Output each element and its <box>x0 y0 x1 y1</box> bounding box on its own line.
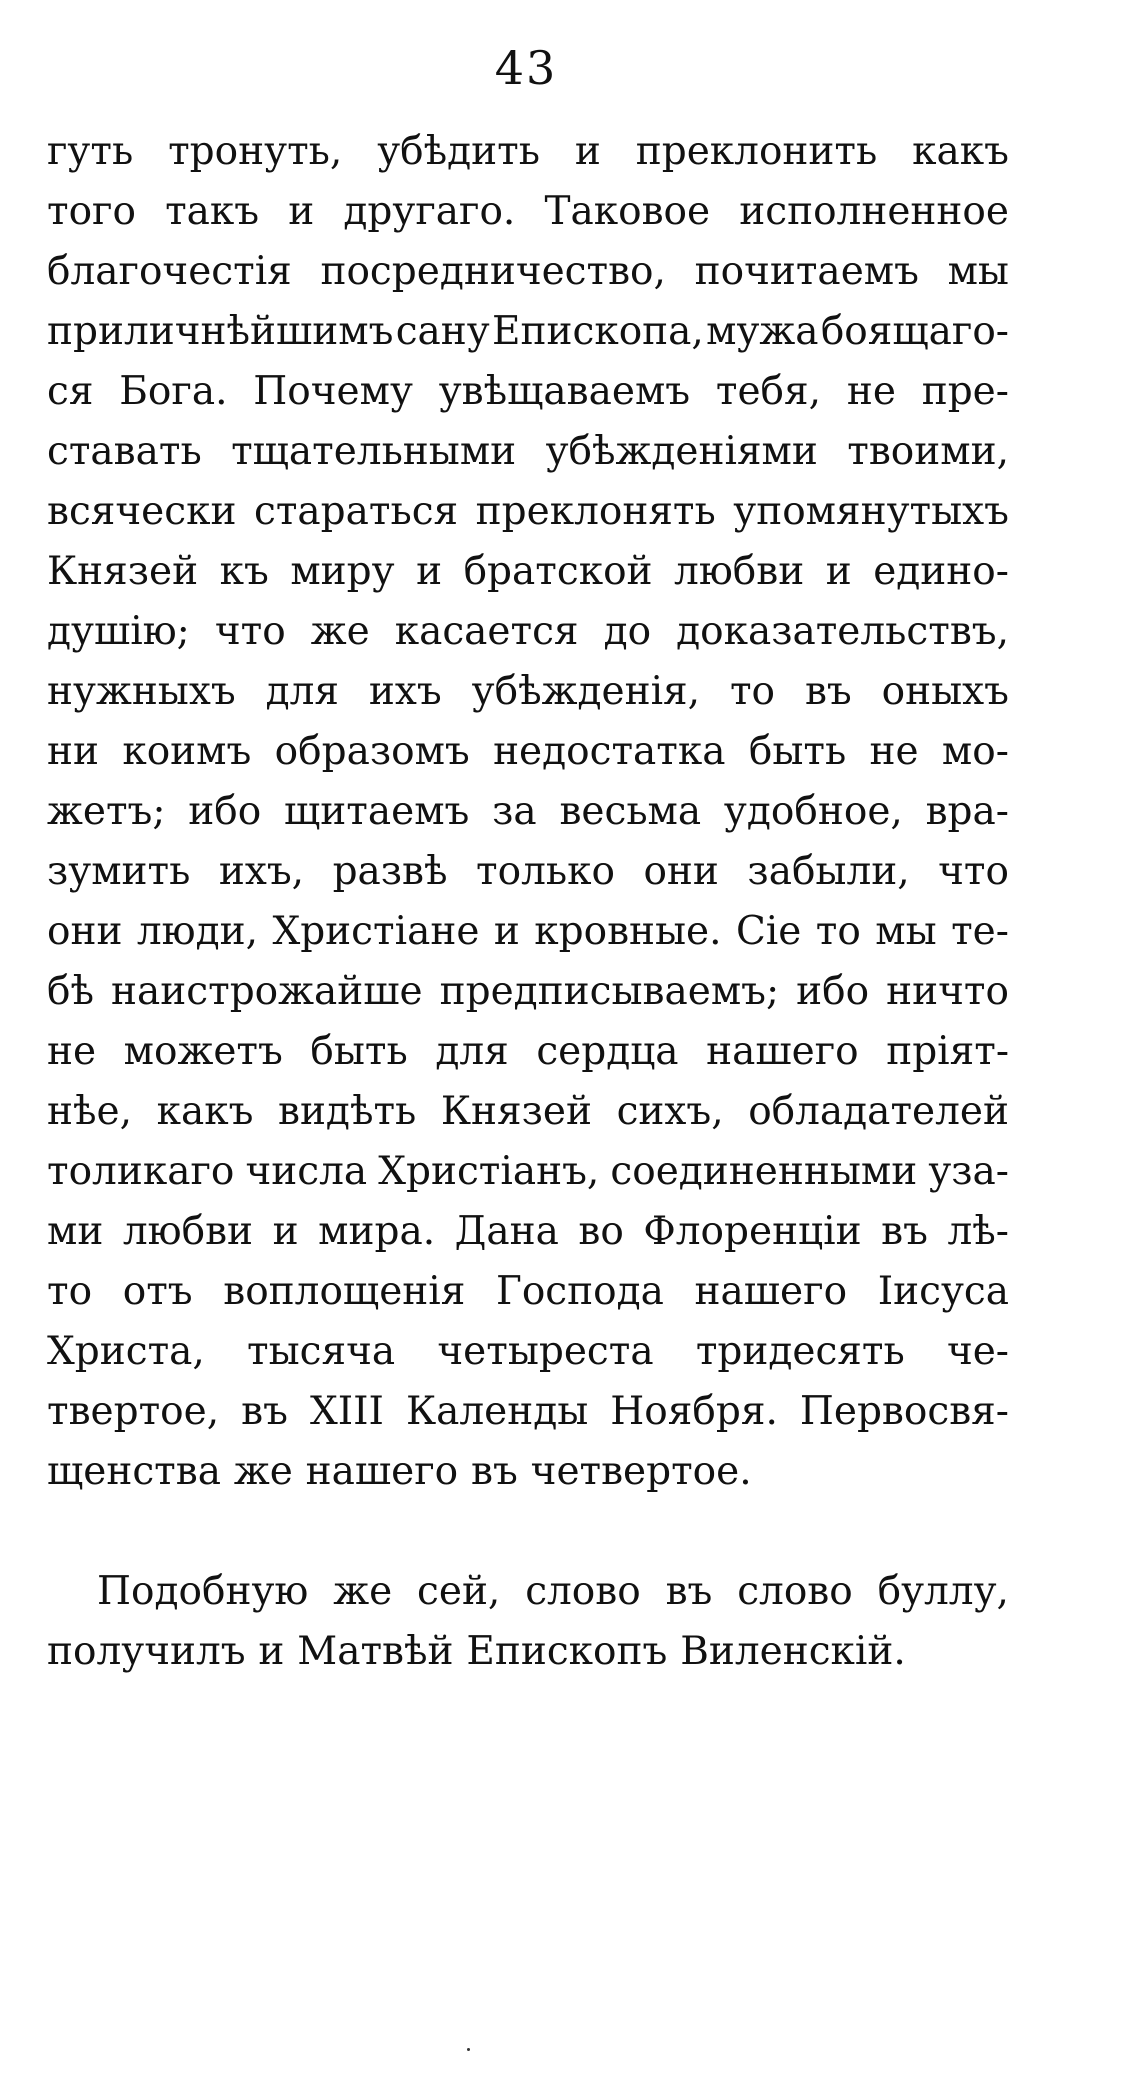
word: сердца <box>536 1029 679 1074</box>
word: другаго. <box>343 189 516 234</box>
paragraph-conclusion <box>47 1562 1009 1682</box>
word: тридесять <box>695 1329 905 1374</box>
word: за <box>492 789 537 834</box>
word: наистрожайше <box>111 969 423 1014</box>
word: въ <box>665 1569 713 1614</box>
word: кровные. <box>534 909 722 954</box>
word: убѣжденія, <box>471 669 701 714</box>
word: можетъ <box>123 1029 283 1074</box>
text-line <box>47 482 1009 542</box>
word: Матвѣй <box>297 1629 454 1674</box>
text-line <box>47 182 1009 242</box>
word: исполненное <box>739 189 1009 234</box>
word: приличнѣйшимъ <box>47 309 394 354</box>
text-line <box>47 422 1009 482</box>
word: удобное, <box>723 789 903 834</box>
word: въ <box>241 1389 288 1434</box>
word: не <box>47 1029 97 1074</box>
word: какъ <box>156 1089 254 1134</box>
word: коимъ <box>122 729 252 774</box>
word: въ <box>471 1449 518 1494</box>
word: быть <box>748 729 847 774</box>
word: щенства <box>47 1449 221 1494</box>
word: и <box>825 549 852 594</box>
word: же <box>233 1449 293 1494</box>
word: посредничество, <box>320 249 666 294</box>
word: того <box>47 189 136 234</box>
text-line <box>47 1442 1009 1502</box>
word: то <box>729 669 776 714</box>
word: сей, <box>417 1569 501 1614</box>
body-text <box>47 122 1009 1682</box>
word: гуть <box>47 129 134 174</box>
word: нашего <box>305 1449 459 1494</box>
word: щитаемъ <box>284 789 470 834</box>
word: Дана <box>454 1209 559 1254</box>
word: слово <box>737 1569 853 1614</box>
word: и <box>272 1209 299 1254</box>
word: Почему <box>253 369 413 414</box>
text-line <box>47 1382 1009 1442</box>
word: и <box>288 189 315 234</box>
word: получилъ <box>47 1629 246 1674</box>
text-line <box>47 1262 1009 1322</box>
word: братской <box>463 549 653 594</box>
word: тысяча <box>247 1329 396 1374</box>
word: такъ <box>165 189 260 234</box>
text-line <box>47 962 1009 1022</box>
word: не <box>869 729 919 774</box>
word: и <box>258 1629 285 1674</box>
text-line <box>47 1142 1009 1202</box>
text-line <box>47 722 1009 782</box>
word: слово <box>525 1569 641 1614</box>
word: пре- <box>921 369 1009 414</box>
word: ни <box>47 729 99 774</box>
word: отъ <box>122 1269 193 1314</box>
text-line <box>47 1322 1009 1382</box>
word: че- <box>946 1329 1009 1374</box>
word: образомъ <box>274 729 470 774</box>
word: нужныхъ <box>47 669 236 714</box>
word: вра- <box>925 789 1009 834</box>
word: люди, <box>136 909 259 954</box>
word: весьма <box>559 789 702 834</box>
word: XIII <box>309 1389 384 1434</box>
word: для <box>265 669 339 714</box>
word: душію; <box>47 609 190 654</box>
text-line <box>47 1562 1009 1622</box>
word: и <box>416 549 443 594</box>
word: они <box>643 849 719 894</box>
word: Князей <box>440 1089 592 1134</box>
word: преклонять <box>475 489 716 534</box>
word: тебя, <box>715 369 822 414</box>
word: ничто <box>886 969 1009 1014</box>
word: Флоренціи <box>643 1209 862 1254</box>
word: быть <box>310 1029 408 1074</box>
word: нашего <box>694 1269 848 1314</box>
word: только <box>476 849 615 894</box>
word: ихъ <box>368 669 442 714</box>
text-line <box>47 902 1009 962</box>
word: Бога. <box>119 369 228 414</box>
word: Первосвя- <box>799 1389 1009 1434</box>
word: тщательными <box>231 429 517 474</box>
word: Епископа, <box>492 309 704 354</box>
word: едино- <box>873 549 1009 594</box>
word: ихъ, <box>218 849 305 894</box>
word: мо- <box>941 729 1009 774</box>
word: мира. <box>318 1209 436 1254</box>
word: забыли, <box>747 849 910 894</box>
word: нашего <box>706 1029 859 1074</box>
text-line <box>47 302 1009 362</box>
word: какъ <box>912 129 1009 174</box>
word: Виленскій. <box>680 1629 906 1674</box>
word: зумить <box>47 849 191 894</box>
word: четыреста <box>437 1329 654 1374</box>
word: мы <box>875 909 937 954</box>
word: толикаго <box>47 1149 235 1194</box>
word: увѣщаваемъ <box>438 369 691 414</box>
word: Подобную <box>97 1569 309 1614</box>
word: оныхъ <box>881 669 1009 714</box>
text-line <box>47 1622 1009 1682</box>
word: почитаемъ <box>694 249 919 294</box>
word: те- <box>951 909 1009 954</box>
word: Календы <box>405 1389 589 1434</box>
word: нѣе, <box>47 1089 132 1134</box>
text-line <box>47 1202 1009 1262</box>
word: мы <box>947 249 1009 294</box>
word: ибо <box>188 789 262 834</box>
word: пріят- <box>886 1029 1009 1074</box>
word: любви <box>122 1209 254 1254</box>
word: Христіанъ, <box>378 1149 600 1194</box>
word: они <box>47 909 123 954</box>
word: благочестія <box>47 249 292 294</box>
word: миру <box>290 549 395 594</box>
word: къ <box>219 549 269 594</box>
word: Христіане <box>272 909 480 954</box>
word: Іисуса <box>877 1269 1009 1314</box>
word: ми <box>47 1209 104 1254</box>
word: до <box>603 609 652 654</box>
text-line <box>47 842 1009 902</box>
word: Епископъ <box>466 1629 668 1674</box>
word: же <box>310 609 370 654</box>
word: и <box>493 909 520 954</box>
word: въ <box>881 1209 928 1254</box>
word: то <box>47 1269 93 1314</box>
text-line <box>47 1082 1009 1142</box>
word: что <box>938 849 1009 894</box>
word: убѣжденіями <box>545 429 818 474</box>
text-line <box>47 1022 1009 1082</box>
text-line <box>47 242 1009 302</box>
text-line <box>47 602 1009 662</box>
word: твоими, <box>847 429 1009 474</box>
word: любви <box>674 549 805 594</box>
word: Ноября. <box>610 1389 778 1434</box>
word: въ <box>804 669 852 714</box>
word: во <box>578 1209 624 1254</box>
word: уза- <box>928 1149 1009 1194</box>
printer-mark <box>467 2048 470 2051</box>
word: соединенными <box>610 1149 918 1194</box>
word: обладателей <box>748 1089 1009 1134</box>
word: сану <box>395 309 490 354</box>
word: для <box>435 1029 509 1074</box>
word: недостатка <box>493 729 726 774</box>
word: бѣ <box>47 969 94 1014</box>
word: боящаго- <box>820 309 1009 354</box>
text-line <box>47 542 1009 602</box>
word: ибо <box>796 969 870 1014</box>
paragraph-gap <box>47 1502 1009 1562</box>
word: касается <box>394 609 579 654</box>
text-line <box>47 662 1009 722</box>
paragraph-bull-text <box>47 122 1009 1502</box>
word: Господа <box>496 1269 664 1314</box>
word: что <box>214 609 286 654</box>
text-line <box>47 122 1009 182</box>
word: мужа <box>706 309 819 354</box>
word: буллу, <box>877 1569 1009 1614</box>
word: доказательствъ, <box>676 609 1009 654</box>
word: твертое, <box>47 1389 220 1434</box>
word: Сіе <box>735 909 802 954</box>
word: ставать <box>47 429 202 474</box>
word: всячески <box>47 489 237 534</box>
text-line <box>47 362 1009 422</box>
word: сихъ, <box>616 1089 724 1134</box>
word: Христа, <box>47 1329 205 1374</box>
word: то <box>815 909 861 954</box>
word: Князей <box>47 549 199 594</box>
word: числа <box>245 1149 368 1194</box>
word: тронуть, <box>168 129 343 174</box>
word: не <box>846 369 896 414</box>
text-line <box>47 782 1009 842</box>
word: ся <box>47 369 94 414</box>
word: Таковое <box>544 189 711 234</box>
word: предписываемъ; <box>439 969 780 1014</box>
word: четвертое. <box>530 1449 752 1494</box>
word: лѣ- <box>947 1209 1009 1254</box>
word: воплощенія <box>223 1269 466 1314</box>
word: и <box>574 129 601 174</box>
page-number: 43 <box>494 41 558 95</box>
word: стараться <box>254 489 459 534</box>
word: преклонить <box>635 129 878 174</box>
word: жетъ; <box>47 789 166 834</box>
word: развѣ <box>332 849 448 894</box>
word: видѣть <box>277 1089 417 1134</box>
word: убѣдить <box>377 129 540 174</box>
word: упомянутыхъ <box>733 489 1009 534</box>
word: же <box>333 1569 393 1614</box>
